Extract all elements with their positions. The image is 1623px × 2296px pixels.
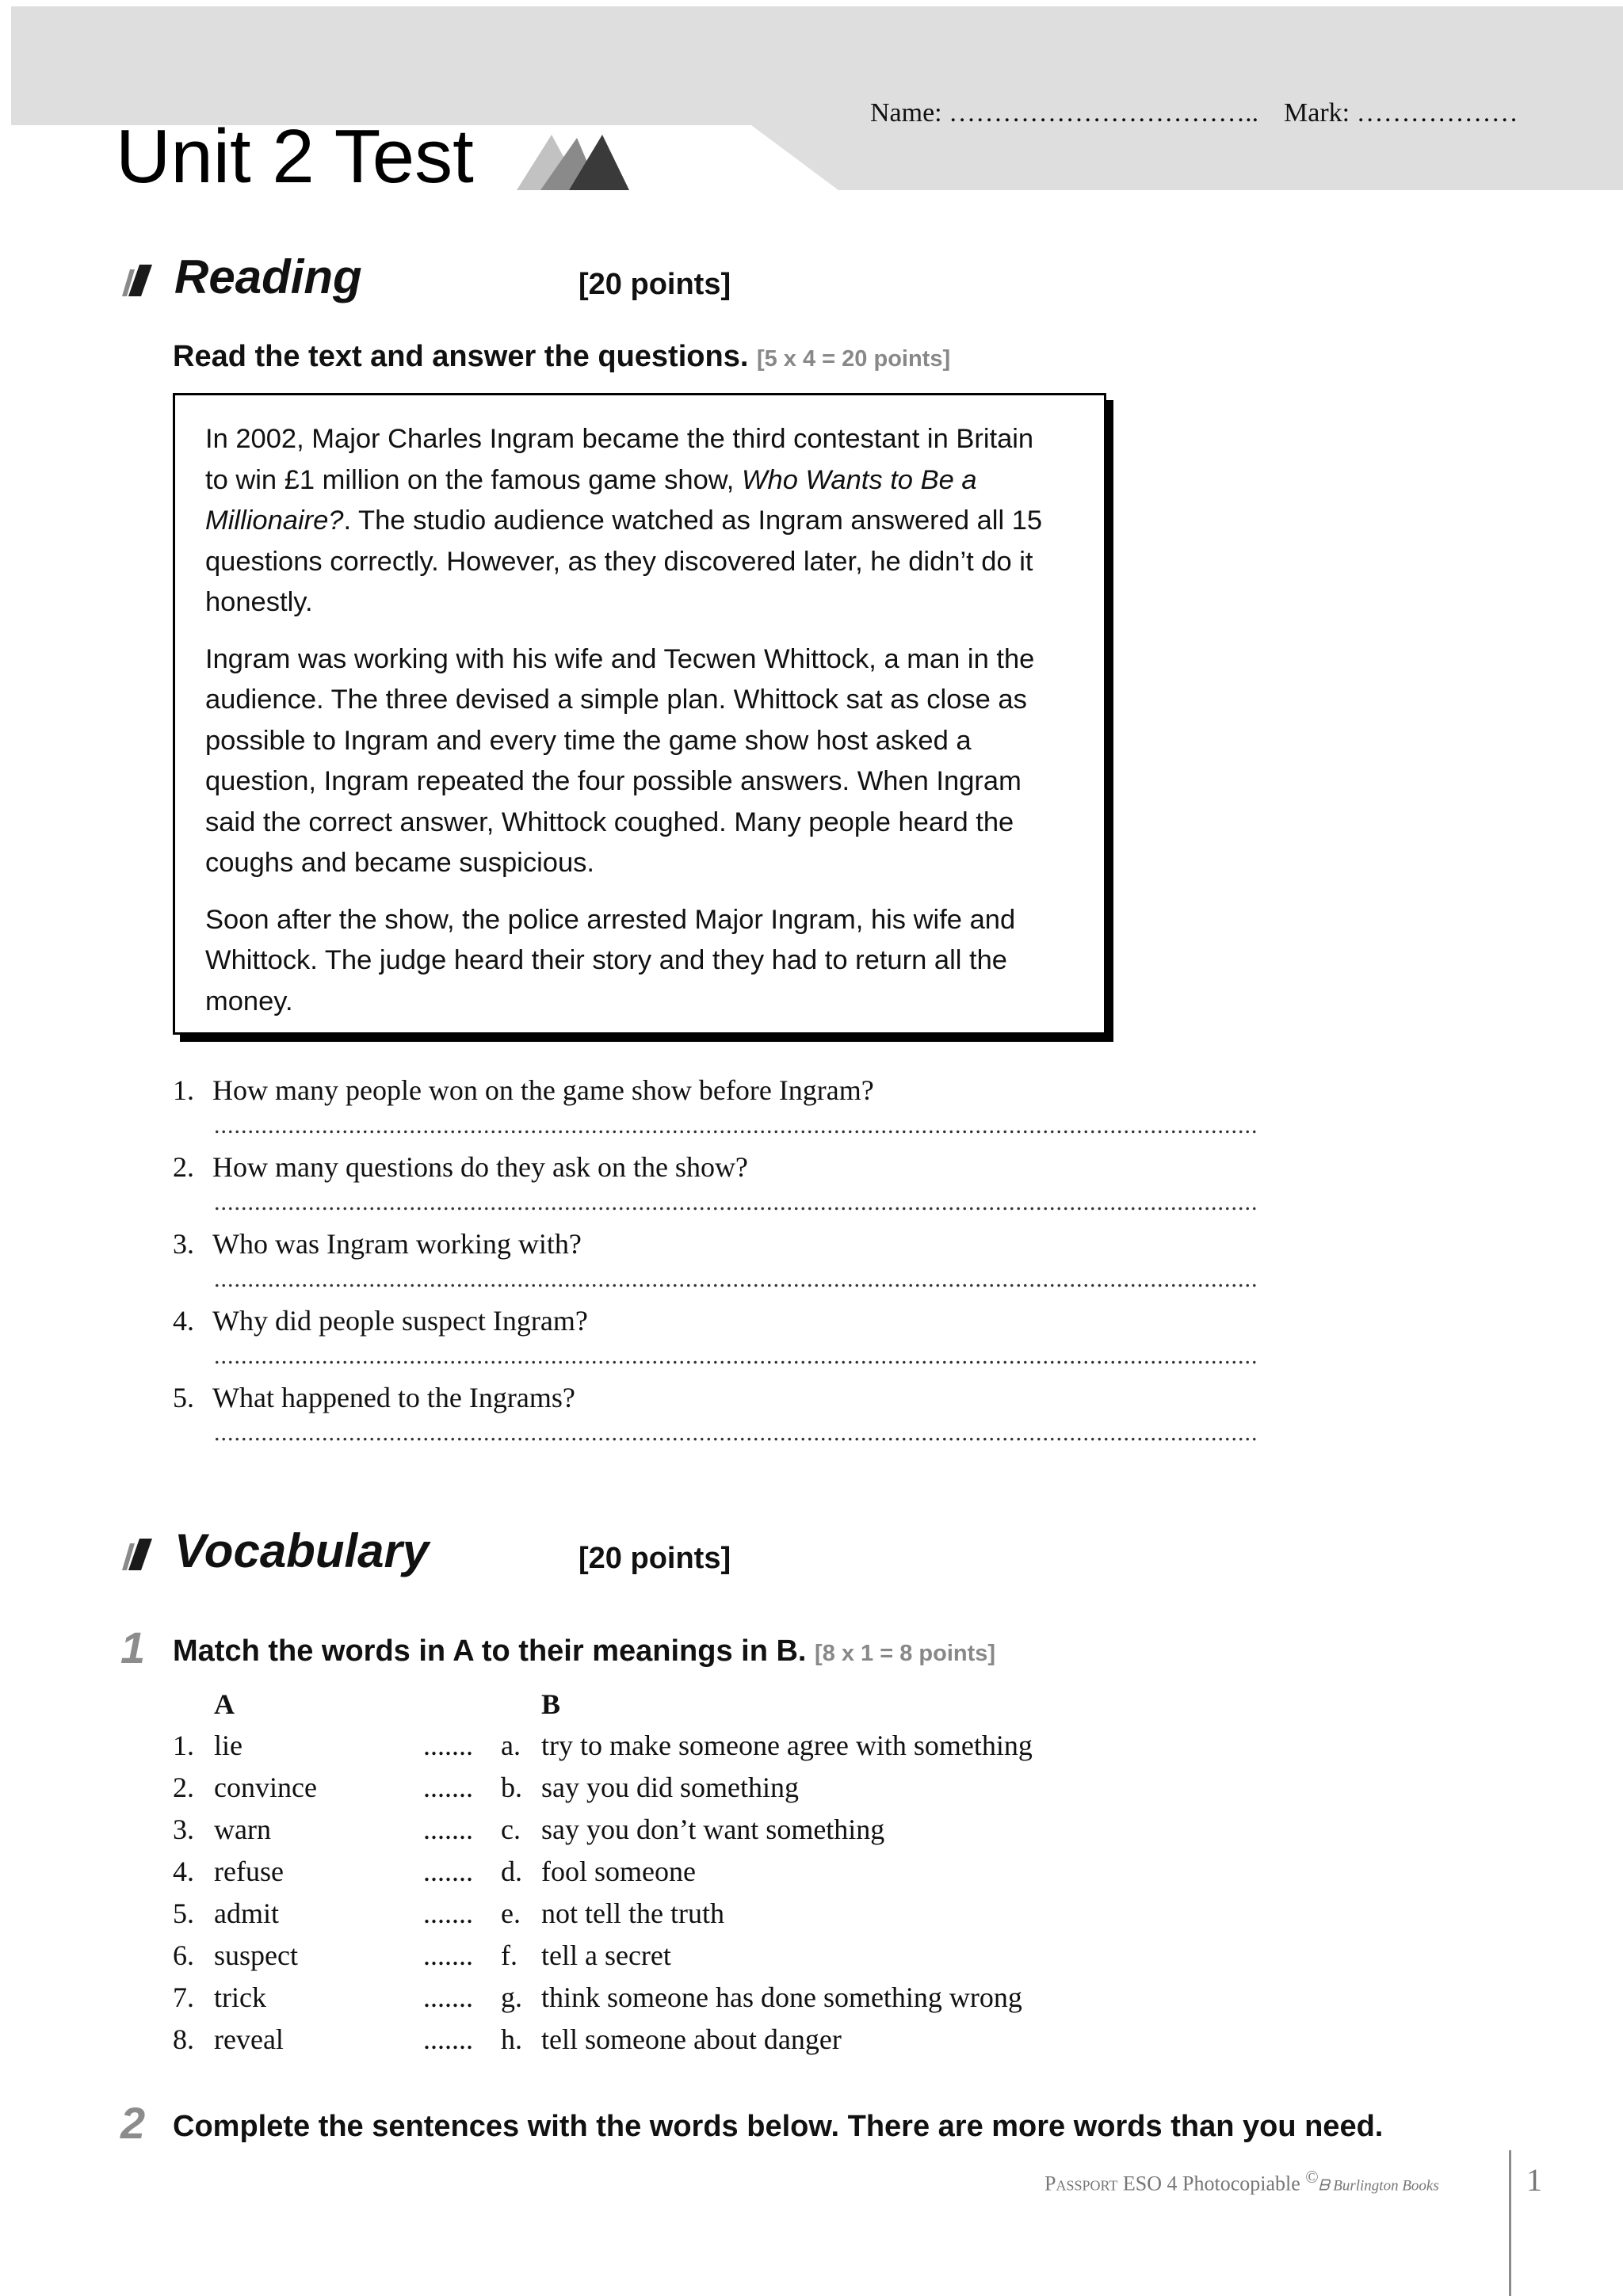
match-row: 4. refuse ....... d. fool someone <box>173 1855 696 1887</box>
answer-line-2[interactable]: ........................................................................................................................................................... <box>214 1191 1258 1215</box>
match-blank[interactable]: ....... <box>423 1855 473 1887</box>
reading-section-points: [20 points] <box>579 268 731 301</box>
footer-divider <box>1509 2150 1511 2296</box>
footer-credit: Passport ESO 4 Photocopiable ©ᗷ Burlington Books <box>1044 2168 1439 2195</box>
question-5: 5. What happened to the Ingrams? <box>173 1382 575 1413</box>
match-blank[interactable]: ....... <box>423 1730 473 1761</box>
exercise-1-number: 1 <box>120 1623 146 1672</box>
exercise-1-instruction: Match the words in A to their meanings in B. [8 x 1 = 8 points] <box>173 1634 996 1668</box>
section-marker-icon <box>117 261 154 296</box>
reading-section-title: Reading <box>174 250 362 303</box>
section-marker-icon <box>117 1535 154 1570</box>
match-blank[interactable]: ....... <box>423 2023 473 2055</box>
column-a-header: A <box>214 1688 235 1720</box>
vocabulary-section-title: Vocabulary <box>174 1524 430 1577</box>
reading-instruction: Read the text and answer the questions. [5 x 4 = 20 points] <box>173 340 951 373</box>
reading-instruction-points: [5 x 4 = 20 points] <box>756 346 951 372</box>
exercise-1-points: [8 x 1 = 8 points] <box>815 1641 996 1666</box>
mark-field[interactable]: Mark: ……………… <box>1284 98 1518 128</box>
vocabulary-section-points: [20 points] <box>579 1542 731 1575</box>
exercise-2-number: 2 <box>120 2098 146 2148</box>
match-row: 7. trick ....... g. think someone has done something wrong <box>173 1981 1022 2013</box>
match-row: 1. lie ....... a. try to make someone agree with something <box>173 1730 1033 1761</box>
reading-text-box <box>173 393 1106 1035</box>
exercise-2-instruction: Complete the sentences with the words below. There are more words than you need. <box>173 2110 1384 2143</box>
match-blank[interactable]: ....... <box>423 1939 473 1971</box>
match-row: 2. convince ....... b. say you did something <box>173 1772 799 1803</box>
answer-line-5[interactable]: ........................................................................................................................................................... <box>214 1421 1258 1445</box>
page-number: 1 <box>1526 2162 1542 2198</box>
match-blank[interactable]: ....... <box>423 1772 473 1803</box>
question-1: 1. How many people won on the game show before Ingram? <box>173 1074 874 1106</box>
match-blank[interactable]: ....... <box>423 1814 473 1845</box>
question-3: 3. Who was Ingram working with? <box>173 1228 582 1260</box>
page-title: Unit 2 Test <box>116 114 474 199</box>
unit-logo-icon <box>517 133 631 192</box>
answer-line-3[interactable]: ........................................................................................................................................................... <box>214 1268 1258 1291</box>
column-b-header: B <box>541 1688 561 1720</box>
match-blank[interactable]: ....... <box>423 1981 473 2013</box>
reading-paragraph-2: Ingram was working with his wife and Tecwen Whittock, a man in the audience. The three devised a simple plan. Whittock sat as close as possible to Ingram and every time the game show host asked a question, Ingram repeated the four possible answers. When Ingram said the correct answer, Whittock coughed. Many people heard the coughs and became suspicious. <box>205 643 1035 878</box>
name-field[interactable]: Name: …………………………….. <box>870 98 1259 128</box>
question-2: 2. How many questions do they ask on the show? <box>173 1151 748 1183</box>
reading-paragraph-1: In 2002, Major Charles Ingram became the third contestant in Britain to win £1 million on the famous game show, Who Wants to Be a Millionaire?. The studio audience watched as Ingram answered all 15 questions correctly. However, as they discovered later, he didn’t do it honestly. <box>205 424 1043 617</box>
answer-line-1[interactable]: ........................................................................................................................................................... <box>214 1114 1258 1138</box>
match-row: 6. suspect ....... f. tell a secret <box>173 1939 671 1971</box>
match-blank[interactable]: ....... <box>423 1897 473 1929</box>
question-4: 4. Why did people suspect Ingram? <box>173 1305 588 1337</box>
answer-line-4[interactable]: ........................................................................................................................................................... <box>214 1344 1258 1368</box>
match-row: 5. admit ....... e. not tell the truth <box>173 1897 724 1929</box>
reading-paragraph-3: Soon after the show, the police arrested Major Ingram, his wife and Whittock. The judge heard their story and they had to return all the money. <box>205 904 1016 1016</box>
match-row: 8. reveal ....... h. tell someone about danger <box>173 2023 842 2055</box>
match-row: 3. warn ....... c. say you don’t want something <box>173 1814 885 1845</box>
show-title: Who Wants to Be a <box>741 464 977 495</box>
